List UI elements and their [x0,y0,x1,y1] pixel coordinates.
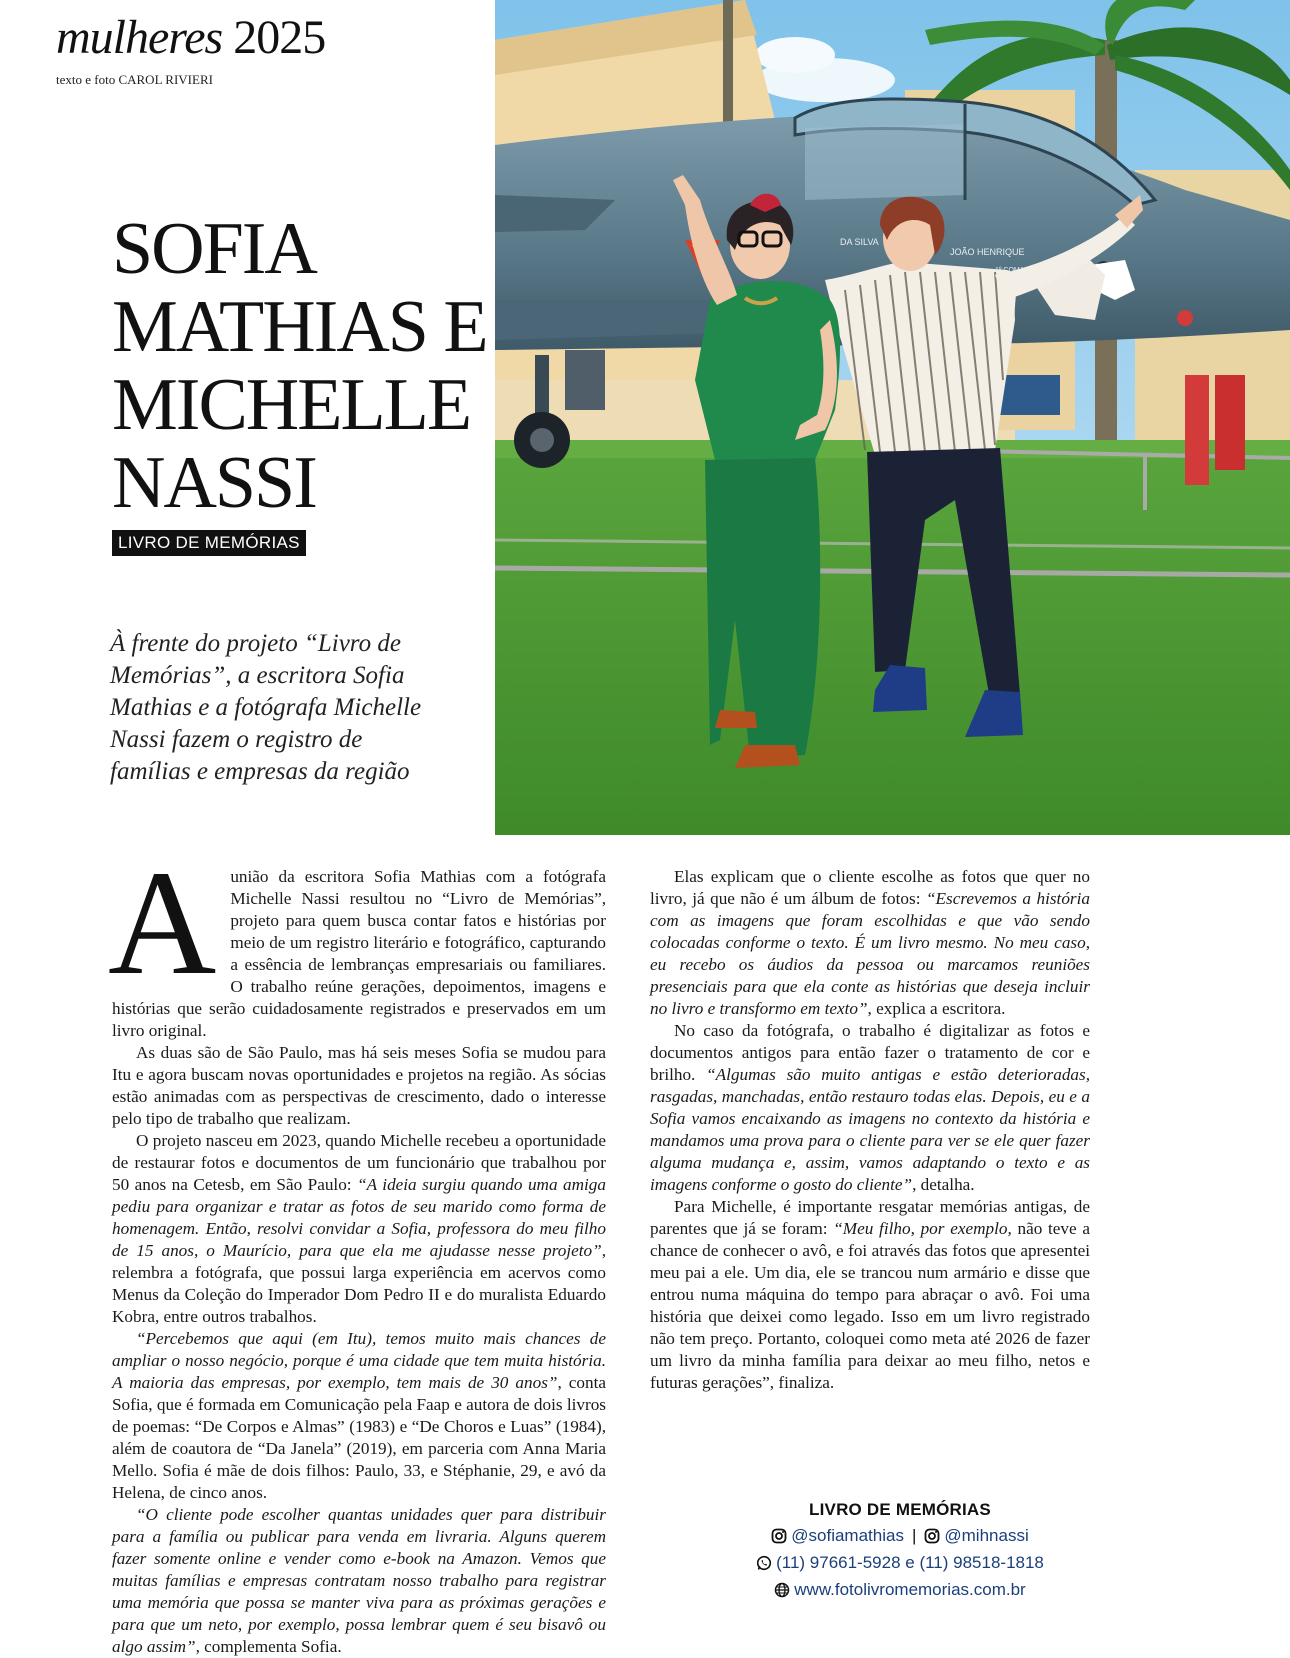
lede-line-2: Memórias”, a escritora Sofia [110,662,405,689]
paragraph-7-text-a: No caso da fotógrafa, o trabalho é digitalizar as fotos e documentos antigos para então fazer o tratamento de cor e brilho. [650,1021,1090,1084]
instagram-handle-michelle[interactable]: @mihnassi [944,1526,1029,1545]
hero-photo [495,0,1290,835]
section-title [56,11,326,64]
title-line-1: SOFIA [112,208,316,290]
instagram-handle-sofia[interactable]: @sofiamathias [791,1526,904,1545]
paragraph-6-quote: “Escrevemos a história com as imagens que foram escolhidas e que vão sendo colocadas conforme o texto. É um livro mesmo. No meu caso, eu recebo os áudios da pessoa ou marcamos reuniões presenciais para que ela conte as histórias que deseja incluir no livro e transformo em texto” [650,889,1090,1018]
section-word: mulheres [56,11,223,64]
paragraph-3 [112,1130,606,1328]
instagram-line [720,1524,1080,1551]
paragraph-8-quote: “Meu filho, por exemplo, [833,1219,1012,1238]
title-line-2: MATHIAS E [112,286,487,368]
whatsapp-icon [756,1554,772,1578]
paragraph-3-text-c: , relembra a fotógrafa, que possui larga experiência em acervos como Menus da Coleção do Imperador Dom Pedro II e do muralista Eduardo Kobra, entre outros trabalhos. [112,1241,606,1326]
paragraph-3-text-a: O projeto nasceu em 2023, quando Michelle recebeu a oportunidade de restaurar fotos e documentos de um funcionário que trabalhou por 50 anos na Cetesb, em São Paulo: [112,1131,606,1194]
website-link[interactable]: www.fotolivromemorias.com.br [794,1580,1026,1599]
paragraph-7 [650,1020,1090,1196]
paragraph-6-text-c: , explica a escritora. [867,999,1006,1018]
contact-title: LIVRO DE MEMÓRIAS [809,1500,991,1519]
instagram-icon [771,1527,787,1551]
paragraph-7-text-c: , detalha. [912,1175,975,1194]
article-column-left [108,840,606,1658]
phone-line [720,1551,1080,1578]
lede-line-5: famílias e empresas da região [110,758,410,785]
jet-name-2: JOÃO HENRIQUE [950,247,1025,257]
paragraph-6 [650,866,1090,1020]
paragraph-3-quote: “A ideia surgiu quando uma amiga pediu para organizar e tratar as fotos de seu marido como forma de homenagem. Então, resolvi convidar a Sofia, professora do meu filho de 15 anos, o Maurício, para que ela me ajudasse nesse projeto” [112,1175,606,1260]
photo-credit: texto e foto CAROL RIVIERI [56,72,213,87]
paragraph-2: As duas são de São Paulo, mas há seis meses Sofia se mudou para Itu e agora buscam novas oportunidades e projetos na região. As sócias estão animadas com as perspectivas de crescimento, dado o interesse pelo tipo de trabalho que realizam. [112,1043,606,1128]
paragraph-8-text-a: Para Michelle, é importante resgatar memórias antigas, de parentes que já se foram: [650,1197,1090,1238]
section-year: 2025 [233,11,326,64]
paragraph-5-text: , complementa Sofia. [195,1637,342,1656]
paragraph-6-text-a: Elas explicam que o cliente escolhe as fotos que quer no livro, já que não é um álbum de fotos: [650,867,1090,908]
lede-line-4: Nassi fazem o registro de [110,726,363,753]
globe-icon [774,1581,790,1605]
article-lede [110,628,440,788]
article-column-right [650,866,1090,1394]
paragraph-4-quote: “Percebemos que aqui (em Itu), temos muito mais chances de ampliar o nosso negócio, porque é uma cidade que tem muita história. A maioria das empresas, por exemplo, tem mais de 30 anos” [112,1329,606,1392]
paragraph-7-quote: “Algumas são muito antigas e estão deterioradas, rasgadas, manchadas, então restauro todas elas. Depois, eu e a Sofia vamos encaixando as imagens no contexto da história e mandamos uma prova para o cliente para ver se ele quer fazer alguma mudança e, assim, vamos adaptando o texto e as imagens conforme o gosto do cliente” [650,1065,1090,1194]
title-line-4: NASSI [112,442,316,524]
paragraph-8 [650,1196,1090,1394]
paragraph-4 [112,1328,606,1504]
contact-box [720,1500,1080,1605]
lede-line-3: Mathias e a fotógrafa Michelle [110,694,422,721]
instagram-icon [924,1527,940,1551]
section-tag: LIVRO DE MEMÓRIAS [112,530,306,556]
phone-numbers[interactable]: (11) 97661-5928 e (11) 98518-1818 [776,1553,1044,1572]
jet-name-1: DA SILVA [840,237,879,247]
paragraph-5 [112,1504,606,1658]
paragraph-1-text: união da escritora Sofia Mathias com a fotógrafa Michelle Nassi resultou no “Livro de Memórias”, projeto para quem busca contar fatos e histórias por meio de um registro literário e fotográfico, capturando a essência de lembranças empresariais ou familiares. O trabalho reúne gerações, depoimentos, imagens e histórias que serão cuidadosamente registrados e preservados em um livro original. [112,867,606,1040]
paragraph-1 [108,840,606,1042]
paragraph-8-text-c: não teve a chance de conhecer o avô, e foi através das fotos que apresentei meu pai a ele. Um dia, ele se trancou num armário e disse que entrou numa máquina do tempo para abraçar o avô. Foi uma história que deixei como legado. Isso em um livro registrado não tem preço. Portanto, coloquei como meta até 2026 de fazer um livro da minha família para deixar ao meu filho, netos e futuras gerações”, finaliza. [650,1219,1090,1392]
paragraph-5-quote: “O cliente pode escolher quantas unidades quer para distribuir para a família ou publicar para venda em livraria. Alguns querem fazer somente online e vender como e-book na Amazon. Vemos que muitas famílias e empresas contratam nosso trabalho para registrar uma memória que possa se manter viva para as próximas gerações e para que um neto, por exemplo, possa lembrar quem é seu bisavô ou algo assim” [112,1505,606,1656]
drop-cap: A [108,840,217,1006]
paragraph-4-text: , conta Sofia, que é formada em Comunicação pela Faap e autora de dois livros de poemas: “De Corpos e Almas” (1983) e “De Choros e Luas” (1984), além de coautora de “Da Janela” (2019), em parceria com Anna Maria Mello. Sofia é mãe de dois filhos: Paulo, 33, e Stéphanie, 29, e avó da Helena, de cinco anos. [112,1373,606,1502]
article-title [112,210,492,522]
lede-line-1: À frente do projeto “Livro de [110,630,401,657]
website-line [720,1578,1080,1605]
title-line-3: MICHELLE [112,364,471,446]
separator: | [911,1526,917,1545]
